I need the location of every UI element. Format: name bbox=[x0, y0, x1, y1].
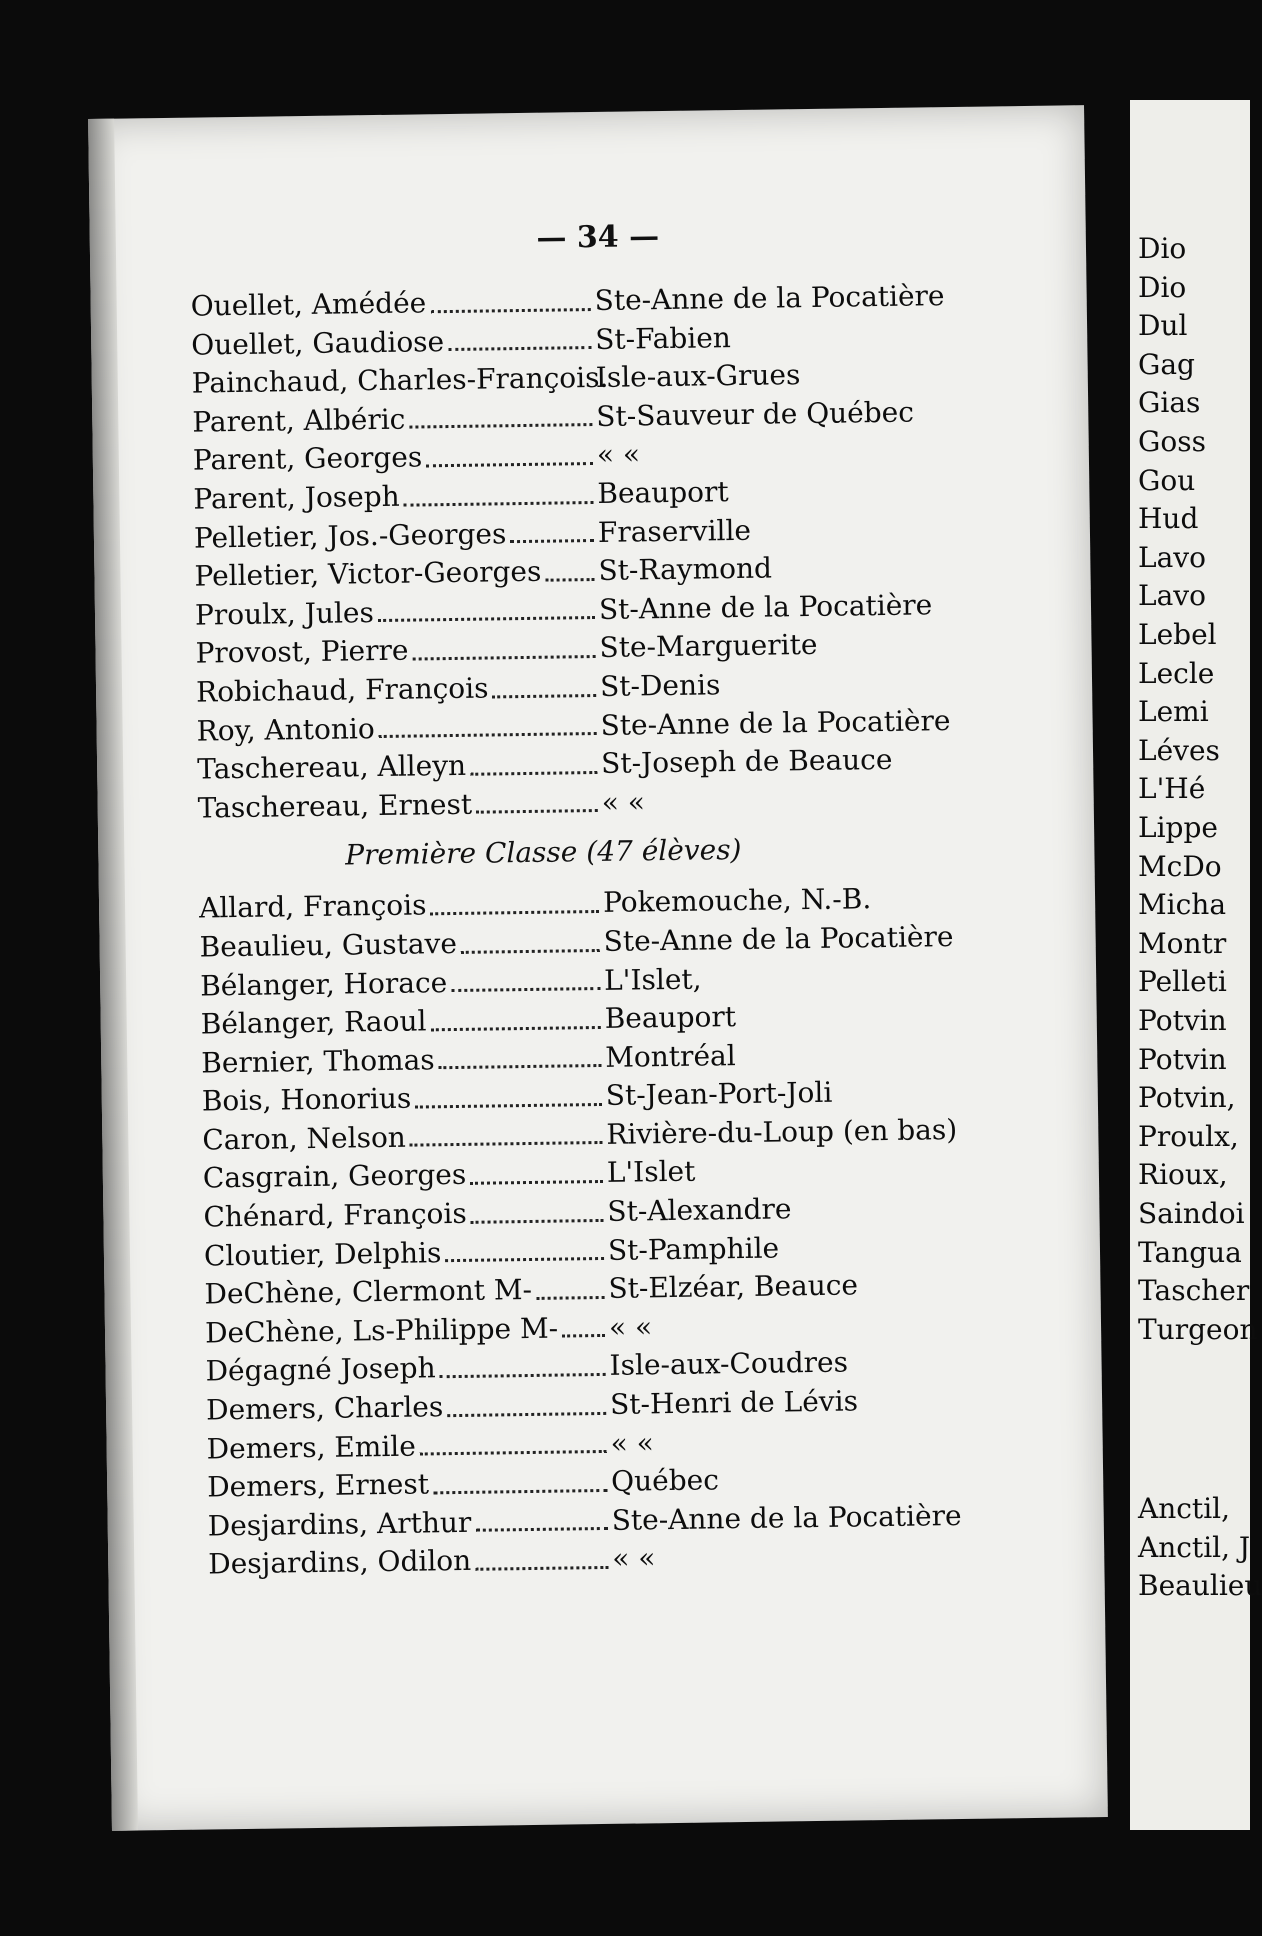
hometown: St-Sauveur de Québec bbox=[596, 395, 915, 433]
right-page-fragment-text: Gag bbox=[1138, 347, 1195, 381]
right-page-fragment-text: Lemi bbox=[1138, 695, 1209, 729]
dot-leader bbox=[492, 658, 597, 698]
hometown: Ste-Anne de la Pocatière bbox=[600, 703, 951, 742]
student-name: Bélanger, Horace bbox=[199, 965, 448, 1003]
student-name: Ouellet, Gaudiose bbox=[191, 324, 445, 362]
student-name: Taschereau, Ernest bbox=[197, 787, 473, 825]
dot-leader bbox=[378, 697, 597, 739]
student-name: DeChène, Clermont M- bbox=[204, 1273, 533, 1311]
hometown: Isle-aux-Coudres bbox=[609, 1345, 849, 1383]
student-name: Demers, Ernest bbox=[206, 1467, 430, 1504]
dot-leader bbox=[412, 619, 596, 660]
student-name: Parent, Georges bbox=[192, 440, 423, 477]
student-name: Pelletier, Victor-Georges bbox=[194, 554, 542, 593]
student-name: Allard, François bbox=[198, 888, 427, 925]
dot-leader bbox=[378, 581, 596, 623]
right-page-fragment-text: Gias bbox=[1138, 386, 1201, 420]
right-page-fragment-text: Turgeon bbox=[1138, 1312, 1258, 1346]
student-name: Dégagné Joseph bbox=[205, 1351, 436, 1388]
dot-leader bbox=[430, 874, 600, 915]
student-name: Parent, Joseph bbox=[193, 479, 400, 516]
student-name: Pelletier, Jos.-Georges bbox=[193, 516, 507, 555]
right-page-fragment-text: Anctil, J bbox=[1138, 1530, 1251, 1564]
hometown: St-Raymond bbox=[598, 551, 773, 588]
student-name: Casgrain, Georges bbox=[202, 1158, 467, 1196]
dot-leader bbox=[475, 774, 598, 814]
student-name: Desjardins, Arthur bbox=[207, 1505, 472, 1543]
right-page-fragment-text: McDo bbox=[1138, 849, 1222, 883]
student-name: Chénard, François bbox=[203, 1196, 467, 1234]
hometown: Québec bbox=[610, 1463, 720, 1499]
dot-leader bbox=[469, 1144, 603, 1184]
right-page-fragment-text: Beaulieu bbox=[1138, 1569, 1262, 1603]
hometown: St-Fabien bbox=[594, 320, 732, 356]
right-page-fragment-text: Rioux, bbox=[1138, 1158, 1228, 1192]
hometown: L'Islet bbox=[606, 1155, 696, 1190]
hometown: « « bbox=[601, 785, 646, 819]
right-page-fragment-text: Micha bbox=[1138, 888, 1227, 922]
hometown: Ste-Anne de la Pocatière bbox=[594, 279, 945, 317]
right-page-fragment-text: Goss bbox=[1138, 425, 1206, 458]
right-page-fragment bbox=[1130, 100, 1262, 1830]
right-page-fragment-text: Lavo bbox=[1138, 579, 1206, 613]
student-name: Robichaud, François bbox=[195, 671, 489, 709]
right-page-fragment-text: Dio bbox=[1138, 232, 1187, 265]
hometown: « « bbox=[610, 1425, 655, 1460]
dot-leader bbox=[475, 1530, 609, 1570]
entries-bottom bbox=[199, 878, 1049, 1584]
dot-leader bbox=[451, 951, 601, 992]
dot-leader bbox=[419, 1415, 607, 1456]
hometown: St-Anne de la Pocatière bbox=[598, 588, 933, 626]
dot-leader bbox=[545, 542, 595, 581]
hometown: St-Henri de Lévis bbox=[609, 1384, 859, 1421]
student-name: Painchaud, Charles-François. bbox=[191, 360, 609, 400]
right-page-fragment-text: Pelleti bbox=[1138, 965, 1227, 999]
student-name: Cloutier, Delphis bbox=[203, 1235, 442, 1273]
dot-leader bbox=[562, 1299, 606, 1338]
dot-leader bbox=[433, 1453, 608, 1494]
dot-leader bbox=[445, 1222, 605, 1263]
student-name: DeChène, Ls-Philippe M- bbox=[204, 1311, 559, 1350]
student-name: Roy, Antonio bbox=[196, 711, 375, 748]
student-name: Proulx, Jules bbox=[194, 595, 375, 632]
right-page-fragment-text: Lecle bbox=[1138, 656, 1215, 690]
student-name: Demers, Charles bbox=[205, 1390, 444, 1427]
dot-leader bbox=[409, 388, 593, 429]
hometown: St-Denis bbox=[599, 668, 721, 703]
dot-leader bbox=[536, 1260, 605, 1300]
right-page-fragment-text: Tangua bbox=[1138, 1235, 1242, 1269]
dot-leader bbox=[430, 990, 601, 1031]
right-page-fragment-text: Lavo bbox=[1138, 540, 1206, 574]
right-page-fragment-text: Dul bbox=[1138, 309, 1188, 343]
right-page-fragment-text: Gou bbox=[1138, 463, 1196, 497]
hometown: L'Islet, bbox=[603, 962, 702, 997]
hometown: St-Joseph de Beauce bbox=[600, 742, 893, 781]
hometown: Beauport bbox=[604, 1000, 737, 1036]
student-name: Beaulieu, Gustave bbox=[199, 926, 458, 964]
right-page-fragment-text: Saindoi bbox=[1138, 1197, 1245, 1230]
right-page-fragment-text: Hud bbox=[1138, 502, 1199, 536]
student-name: Ouellet, Amédée bbox=[190, 286, 427, 323]
hometown: Isle-aux-Grues bbox=[595, 358, 801, 395]
right-page-fragment-text: Dio bbox=[1138, 270, 1187, 304]
right-page-fragment-text: Potvin bbox=[1138, 1004, 1227, 1037]
hometown: Pokemouche, N.-B. bbox=[602, 882, 872, 920]
dot-leader bbox=[425, 426, 593, 467]
student-name: Taschereau, Alleyn bbox=[196, 748, 467, 786]
student-name: Caron, Nelson bbox=[202, 1120, 407, 1157]
hometown: St-Pamphile bbox=[607, 1231, 780, 1267]
hometown: Ste-Marguerite bbox=[599, 628, 818, 665]
dot-leader bbox=[475, 1492, 608, 1532]
dot-leader bbox=[414, 1067, 602, 1108]
dot-leader bbox=[460, 913, 600, 954]
dot-leader bbox=[403, 465, 594, 506]
student-name: Demers, Emile bbox=[206, 1429, 417, 1466]
hometown: Beauport bbox=[597, 475, 729, 510]
right-page-fragment-text: Anctil, bbox=[1138, 1492, 1230, 1525]
right-page-fragment-text: Potvin bbox=[1138, 1042, 1227, 1076]
right-page-fragment-text: Proulx, bbox=[1138, 1119, 1239, 1153]
hometown: Ste-Anne de la Pocatière bbox=[603, 919, 954, 958]
right-page-fragment-text: Potvin, bbox=[1138, 1081, 1236, 1115]
right-page-fragment-text: Montr bbox=[1138, 926, 1227, 960]
binding-shadow bbox=[88, 119, 138, 1831]
dot-leader bbox=[430, 272, 591, 313]
hometown: St-Jean-Port-Joli bbox=[605, 1076, 833, 1113]
student-name: Bernier, Thomas bbox=[201, 1042, 435, 1080]
student-list bbox=[190, 276, 1048, 1585]
entries-top bbox=[190, 276, 1037, 828]
hometown: « « bbox=[612, 1541, 656, 1576]
hometown: St-Elzéar, Beauce bbox=[608, 1268, 859, 1306]
student-name: Parent, Albéric bbox=[192, 402, 406, 439]
dot-leader bbox=[470, 735, 598, 775]
right-page-fragment-text: Léves bbox=[1138, 733, 1220, 767]
dot-leader bbox=[447, 1376, 607, 1417]
hometown: Montréal bbox=[605, 1038, 736, 1074]
hometown: St-Alexandre bbox=[607, 1192, 792, 1228]
student-name: Desjardins, Odilon bbox=[208, 1544, 472, 1581]
student-name: Provost, Pierre bbox=[195, 633, 409, 670]
hometown: Fraserville bbox=[597, 513, 752, 549]
hometown: « « bbox=[608, 1310, 653, 1344]
right-page-fragment-text: L'Hé bbox=[1138, 772, 1206, 806]
dot-leader bbox=[409, 1106, 603, 1147]
right-page-fragment-text: Lebel bbox=[1138, 618, 1217, 651]
dot-leader bbox=[439, 1337, 606, 1378]
student-name: Bélanger, Raoul bbox=[200, 1004, 427, 1041]
dot-leader bbox=[438, 1029, 602, 1070]
student-name: Bois, Honorius bbox=[201, 1081, 412, 1118]
right-page-fragment-text: Lippe bbox=[1138, 811, 1218, 844]
dot-leader bbox=[448, 311, 592, 352]
hometown: Rivière-du-Loup (en bas) bbox=[606, 1112, 958, 1151]
section-heading: Première Classe (47 élèves) bbox=[345, 833, 742, 872]
dot-leader bbox=[510, 504, 595, 544]
hometown: Ste-Anne de la Pocatière bbox=[611, 1498, 962, 1537]
hometown: « « bbox=[596, 437, 641, 472]
left-page bbox=[88, 105, 1108, 1831]
dot-leader bbox=[470, 1183, 604, 1223]
page-number: — 34 — bbox=[536, 219, 660, 256]
right-page-fragment-text: Tascher bbox=[1138, 1274, 1250, 1308]
